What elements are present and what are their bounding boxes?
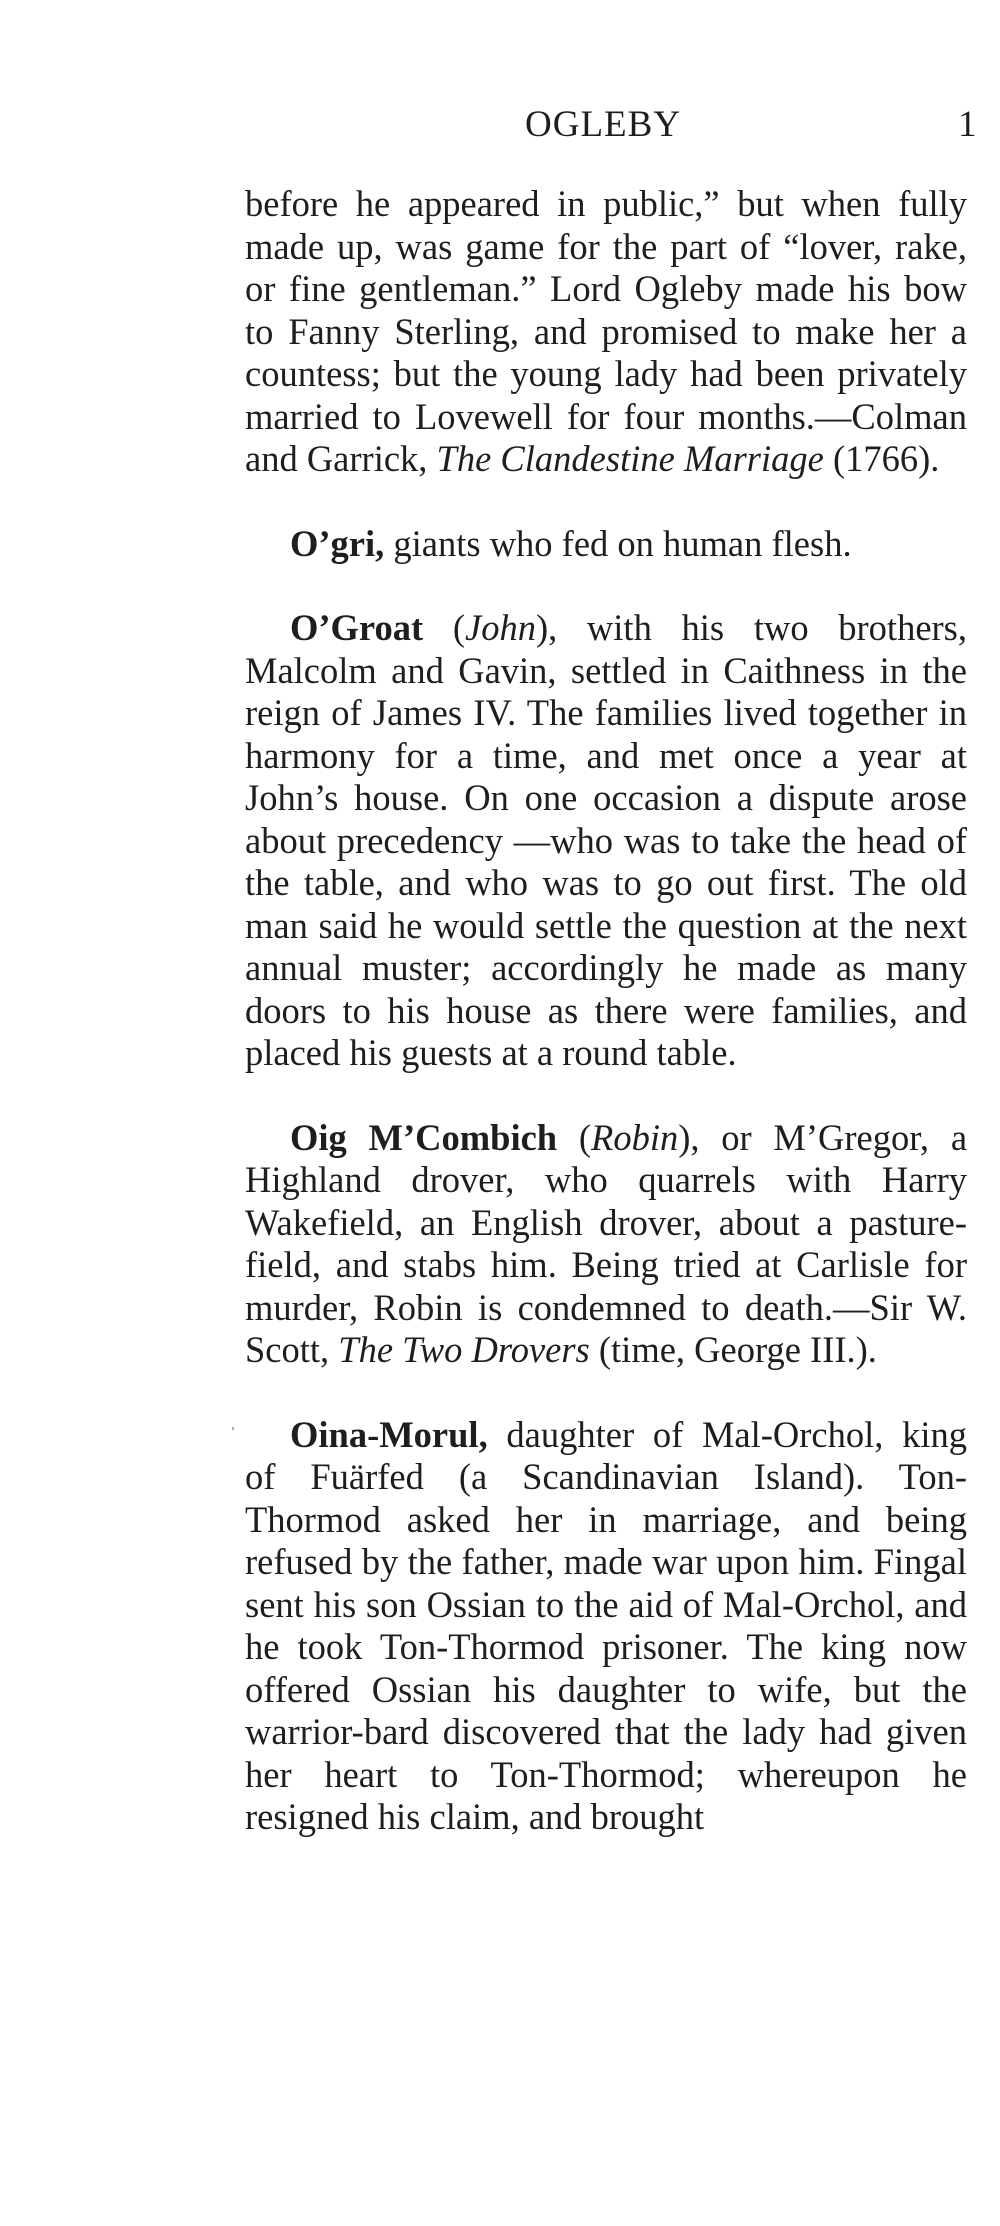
text-column xyxy=(245,183,967,1881)
paper-speck xyxy=(232,1427,234,1430)
headword: Oina-Morul, xyxy=(290,1413,488,1455)
body-text: ( xyxy=(557,1116,592,1158)
body-text: (time, George III.). xyxy=(589,1329,877,1370)
body-text: ), with his two brothers, Malcolm and Gavin, settled in Caithness in the reign of James IV. The families lived together in harmony for a time, and met once a year at John’s house. On one occasion a dispute arose about precedency —who was to take the head of the table, and who was to go out first. The old man said he would settle the question at the next annual muster; accordingly he made as many doors to his house as there were families, and placed his guests at a round table. xyxy=(245,607,967,1073)
body-text: ), or M’Gregor, a Highland drover, who quarrels with Harry Wakefield, an English drover, about a pasture-field, and stabs him. Being tried at Carlisle for murder, Robin is condemned to death.—Sir W. Scott, xyxy=(245,1116,968,1370)
italic-text: The Clandestine Marriage xyxy=(436,438,824,479)
entry-ogroat xyxy=(245,607,967,1075)
running-head xyxy=(0,103,1000,153)
entry-ogleby-continued xyxy=(245,183,967,481)
italic-text: The Two Drovers xyxy=(338,1329,590,1370)
body-text: (1766). xyxy=(823,438,940,479)
italic-text: John xyxy=(465,607,536,648)
headword: O’gri, xyxy=(290,522,385,564)
body-text: before he appeared in public,” but when fully made up, was game for the part of “lover, rake, or fine gentleman.” Lord Ogleby made his bow to Fanny Sterling, and promised to make her a countess; but the young lady had been privately married to Lovewell for four months.—Colman and Garrick, xyxy=(245,183,967,479)
entry-ogri xyxy=(245,523,967,566)
headword: O’Groat xyxy=(290,607,424,648)
entry-oina-morul xyxy=(245,1414,967,1839)
running-head-title: OGLEBY xyxy=(525,104,682,145)
entry-oig-mcombich xyxy=(245,1117,967,1372)
headword: Oig M’Combich xyxy=(290,1116,558,1158)
body-text: ( xyxy=(423,607,465,648)
page-number: 1 xyxy=(958,104,977,145)
body-text: giants who fed on human flesh. xyxy=(384,522,852,564)
italic-text: Robin xyxy=(591,1116,679,1158)
body-text: daughter of Mal-Orchol, king of Fuärfed (a Scandinavian Island). Ton-Thormod asked her in marriage, and being refused by the father, made war upon him. Fingal sent his son Ossian to the aid of Mal-Orchol, and he took Ton-Thormod prisoner. The king now offered Ossian his daughter to wife, but the warrior-bard discovered that the lady had given her heart to Ton-Thormod; whereupon he resigned his claim, and brought xyxy=(245,1413,967,1837)
